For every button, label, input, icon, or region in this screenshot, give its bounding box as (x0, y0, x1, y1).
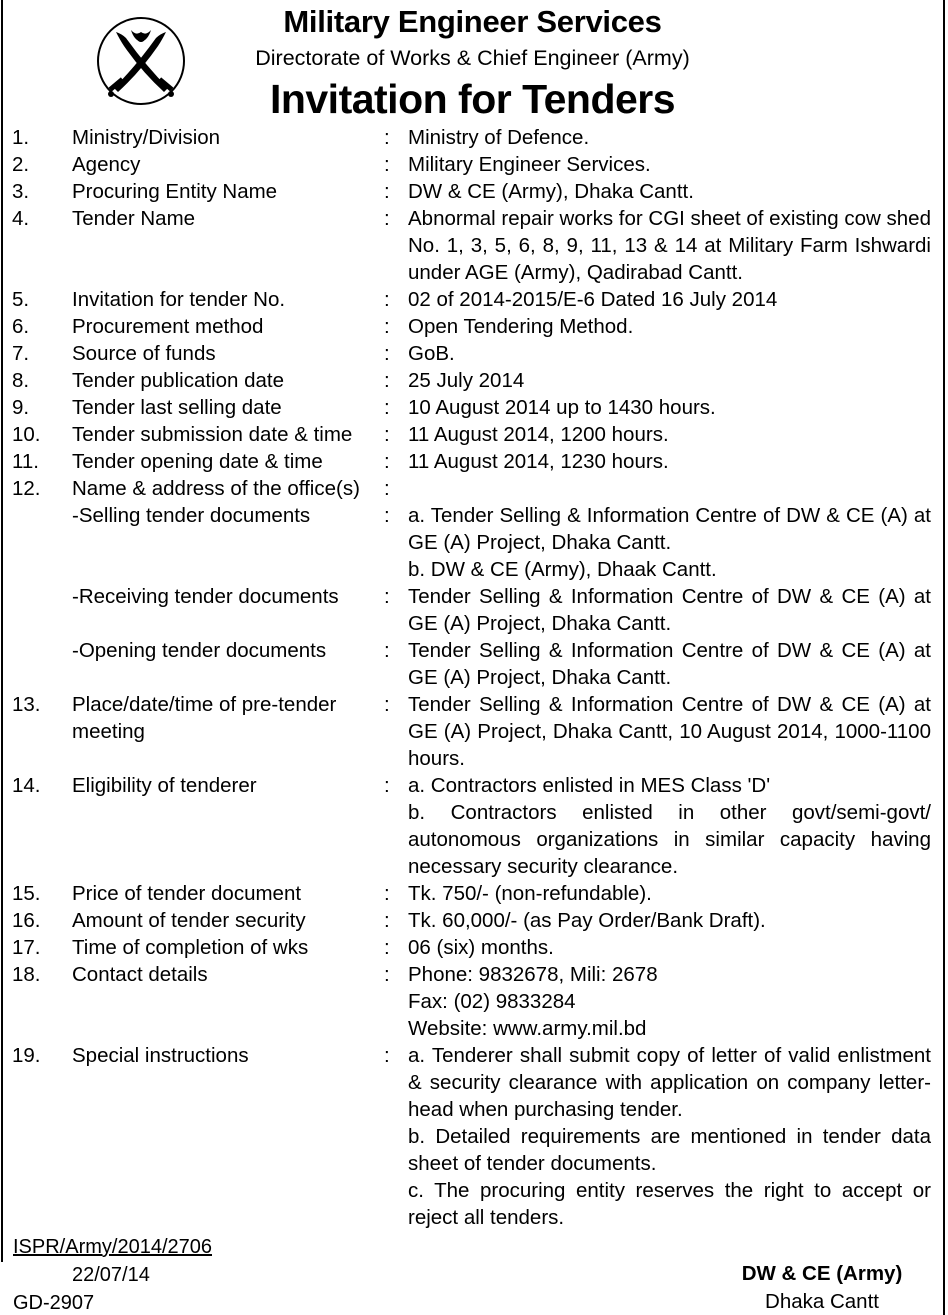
tender-item-row (0, 151, 948, 178)
item-colon: : (384, 396, 390, 419)
item-value-line: Abnormal repair works for CGI sheet of existing cow shed No. 1, 3, 5, 6, 8, 9, 11, 13 & 14 at Military Farm Ishwardi under AGE (Army), Qadirabad Cantt. (408, 207, 931, 284)
item-label: Contact details (72, 963, 208, 986)
item-value (408, 124, 931, 151)
item-colon: : (384, 315, 390, 338)
item-number: 18. (12, 963, 41, 986)
item-value (408, 637, 931, 691)
item-value-line: 06 (six) months. (408, 936, 554, 959)
tender-item-row (0, 340, 948, 367)
item-value-line: b. DW & CE (Army), Dhaak Cantt. (408, 558, 717, 581)
item-label: Tender publication date (72, 369, 284, 392)
item-value (408, 448, 931, 475)
item-label: Tender last selling date (72, 396, 282, 419)
item-value (408, 961, 931, 1042)
item-label: Place/date/time of pre-tender meeting (72, 693, 337, 743)
item-value-line: 11 August 2014, 1200 hours. (408, 423, 669, 446)
item-colon: : (384, 342, 390, 365)
item-value-line: Tk. 750/- (non-refundable). (408, 882, 652, 905)
item-label: Price of tender document (72, 882, 302, 905)
tender-item-row (0, 637, 948, 691)
item-number: 13. (12, 693, 41, 716)
item-label: Agency (72, 153, 141, 176)
item-value-line: 02 of 2014-2015/E-6 Dated 16 July 2014 (408, 288, 778, 311)
item-number: 4. (12, 207, 30, 230)
tender-items-list (0, 124, 948, 1231)
tender-item-row (0, 691, 948, 772)
item-number: 16. (12, 909, 41, 932)
item-label: -Opening tender documents (72, 639, 327, 662)
item-value (408, 691, 931, 772)
item-number: 12. (12, 477, 41, 500)
tender-item-row (0, 205, 948, 286)
item-label: Amount of tender security (72, 909, 306, 932)
item-value-line: 25 July 2014 (408, 369, 525, 392)
item-label: Source of funds (72, 342, 216, 365)
item-value (408, 178, 931, 205)
tender-item-row (0, 502, 948, 583)
item-value-line: Tender Selling & Information Centre of DW & CE (A) at GE (A) Project, Dhaka Cantt, 10 August 2014, 1000-1100 hours. (408, 693, 931, 770)
item-value-line: DW & CE (Army), Dhaka Cantt. (408, 180, 694, 203)
tender-item-row (0, 394, 948, 421)
tender-item-row (0, 475, 948, 502)
tender-item-row (0, 772, 948, 880)
item-number (0, 637, 72, 691)
item-number: 7. (12, 342, 30, 365)
item-label: -Selling tender documents (72, 504, 311, 527)
item-label: Ministry/Division (72, 126, 221, 149)
item-colon: : (384, 774, 390, 797)
item-colon: : (384, 180, 390, 203)
item-value (408, 475, 931, 502)
tender-item-row (0, 367, 948, 394)
tender-item-row (0, 313, 948, 340)
item-colon: : (384, 369, 390, 392)
item-label: Tender submission date & time (72, 423, 353, 446)
tender-item-row (0, 961, 948, 1042)
item-colon: : (384, 936, 390, 959)
item-value-line: c. The procuring entity reserves the right to accept or reject all tenders. (408, 1179, 931, 1229)
item-number (0, 502, 72, 583)
signatory-title: DW & CE (Army) (741, 1262, 903, 1285)
item-number: 9. (12, 396, 30, 419)
item-number: 5. (12, 288, 30, 311)
item-value (408, 772, 931, 880)
item-value (408, 421, 931, 448)
item-value (408, 1042, 931, 1231)
item-number: 15. (12, 882, 41, 905)
item-value (408, 340, 931, 367)
item-value-line: Phone: 9832678, Mili: 2678 (408, 963, 658, 986)
item-value (408, 205, 931, 286)
item-number: 19. (12, 1044, 41, 1067)
item-colon: : (384, 693, 390, 716)
item-colon: : (384, 423, 390, 446)
item-value (408, 286, 931, 313)
item-colon: : (384, 882, 390, 905)
item-value-line: GoB. (408, 342, 455, 365)
item-value (408, 367, 931, 394)
tender-item-row (0, 880, 948, 907)
item-value-line: Fax: (02) 9833284 (408, 990, 576, 1013)
item-value-line: 10 August 2014 up to 1430 hours. (408, 396, 716, 419)
tender-item-row (0, 286, 948, 313)
item-value-line: Tk. 60,000/- (as Pay Order/Bank Draft). (408, 909, 766, 932)
item-label: Procuring Entity Name (72, 180, 278, 203)
item-value (408, 907, 931, 934)
item-colon: : (384, 504, 390, 527)
tender-item-row (0, 448, 948, 475)
item-value-line: 11 August 2014, 1230 hours. (408, 450, 669, 473)
gd-number: GD-2907 (13, 1292, 95, 1314)
item-value-line: a. Tender Selling & Information Centre of DW & CE (A) at GE (A) Project, Dhaka Cantt. (408, 504, 931, 554)
item-value-line: Open Tendering Method. (408, 315, 634, 338)
tender-item-row (0, 1042, 948, 1231)
item-number: 14. (12, 774, 41, 797)
tender-item-row (0, 583, 948, 637)
tender-item-row (0, 907, 948, 934)
tender-item-row (0, 934, 948, 961)
tender-item-row (0, 124, 948, 151)
item-number: 6. (12, 315, 30, 338)
item-number: 11. (12, 450, 39, 473)
item-value (408, 880, 931, 907)
item-value-line: Tender Selling & Information Centre of DW & CE (A) at GE (A) Project, Dhaka Cantt. (408, 639, 931, 689)
crossed-swords-emblem-icon (96, 16, 186, 106)
item-number: 3. (12, 180, 30, 203)
item-colon: : (384, 477, 390, 500)
item-colon: : (384, 909, 390, 932)
item-value-line: b. Contractors enlisted in other govt/semi-govt/ autonomous organizations in similar capacity having necessary security clearance. (408, 801, 931, 878)
org-name: Military Engineer Services (283, 4, 662, 39)
item-label: Procurement method (72, 315, 264, 338)
item-label: Name & address of the office(s) (72, 477, 360, 500)
signatory-place: Dhaka Cantt (765, 1290, 879, 1313)
item-colon: : (384, 1044, 390, 1067)
item-value-line: a. Contractors enlisted in MES Class 'D' (408, 774, 771, 797)
item-label: Time of completion of wks (72, 936, 309, 959)
item-value (408, 934, 931, 961)
item-value (408, 313, 931, 340)
ispr-reference: ISPR/Army/2014/2706 (13, 1236, 212, 1258)
item-number (0, 583, 72, 637)
item-value (408, 151, 931, 178)
item-value-line: Tender Selling & Information Centre of DW & CE (A) at GE (A) Project, Dhaka Cantt. (408, 585, 931, 635)
item-colon: : (384, 639, 390, 662)
item-value-line: b. Detailed requirements are mentioned in tender data sheet of tender documents. (408, 1125, 931, 1175)
item-label: Tender opening date & time (72, 450, 323, 473)
item-value (408, 394, 931, 421)
directorate-name: Directorate of Works & Chief Engineer (Army) (255, 46, 690, 70)
item-value-line: Ministry of Defence. (408, 126, 590, 149)
item-label: -Receiving tender documents (72, 585, 339, 608)
item-value (408, 583, 931, 637)
item-colon: : (384, 207, 390, 230)
item-colon: : (384, 126, 390, 149)
item-value-line: a. Tenderer shall submit copy of letter of valid enlistment & security clearance with application on company letter-head when purchasing tender. (408, 1044, 931, 1121)
item-value (408, 502, 931, 583)
item-colon: : (384, 450, 390, 473)
item-number: 2. (12, 153, 30, 176)
tender-item-row (0, 178, 948, 205)
item-colon: : (384, 153, 390, 176)
item-label: Eligibility of tenderer (72, 774, 257, 797)
item-label: Tender Name (72, 207, 196, 230)
item-number: 17. (12, 936, 41, 959)
item-number: 1. (12, 126, 30, 149)
tender-item-row (0, 421, 948, 448)
item-value-line: Military Engineer Services. (408, 153, 651, 176)
item-value-line: Website: www.army.mil.bd (408, 1017, 647, 1040)
item-number: 8. (12, 369, 30, 392)
item-number: 10. (12, 423, 41, 446)
item-label: Special instructions (72, 1044, 249, 1067)
item-colon: : (384, 288, 390, 311)
item-colon: : (384, 963, 390, 986)
footer-date: 22/07/14 (72, 1264, 150, 1286)
item-colon: : (384, 585, 390, 608)
item-label: Invitation for tender No. (72, 288, 286, 311)
notice-title: Invitation for Tenders (269, 76, 676, 122)
